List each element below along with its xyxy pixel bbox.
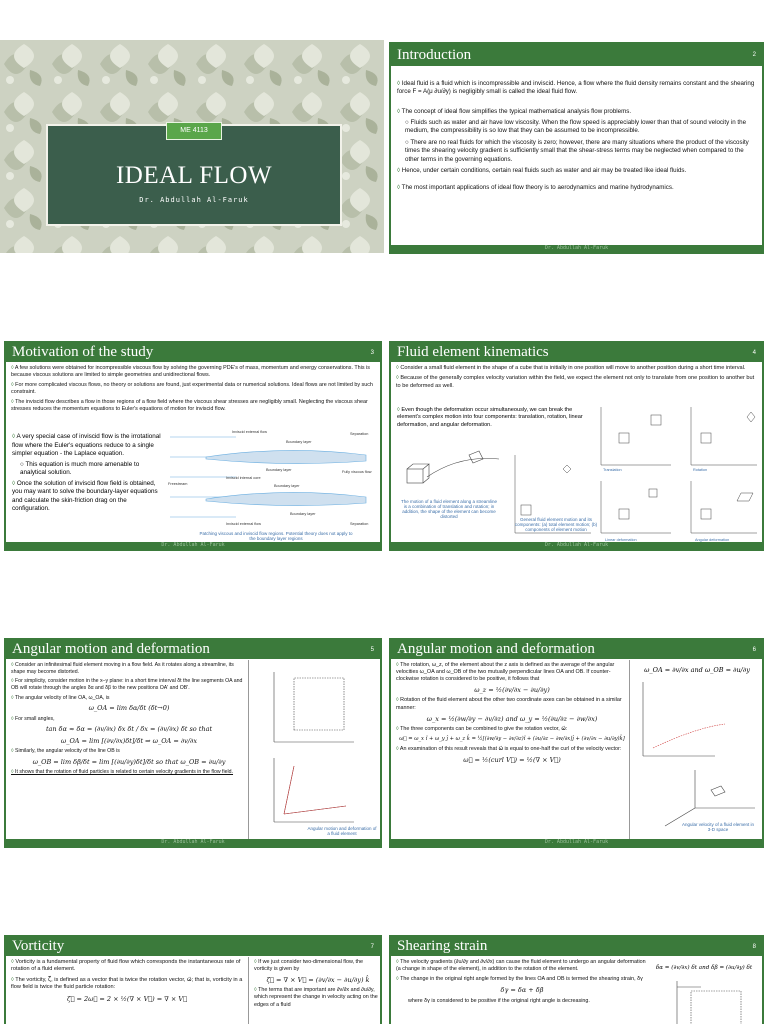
- fig-label: Boundary layer: [290, 512, 316, 516]
- slide-introduction: [389, 42, 764, 254]
- formula: ω_x = ½(∂w/∂y − ∂v/∂z) and ω_y = ½(∂u/∂z − ∂w/∂x): [426, 714, 598, 723]
- bullet-text: ◊ Because of the generally complex velocity variation within the field, we expect the element not only to translate from one position to another but to be deformed as well.: [396, 375, 757, 390]
- slide-number: 2: [752, 52, 756, 58]
- body-text: where δγ is considered to be positive if the original right angle is decreasing.: [408, 997, 590, 1004]
- slide-kinematics: [389, 341, 764, 551]
- slide-number: 4: [752, 349, 756, 356]
- formula: ζ⃗ = ∇ × V⃗ = (∂v/∂x − ∂u/∂y) k̂: [266, 976, 370, 985]
- fig-label: Inviscid external flow: [232, 430, 268, 434]
- bullet-text: ◊ The concept of ideal flow simplifies the typical mathematical analysis flow problems.: [397, 108, 756, 116]
- bullet-text: ◊ For more complicated viscous flows, no theory or solutions are found, just experimental data or numerical solutions. Ideal flows are not limited by such constraint.: [11, 382, 375, 396]
- fig-label: Fully viscous flow: [342, 470, 372, 474]
- angular-deformation-figure: [254, 662, 378, 830]
- figure-caption: Angular motion and deformation of a fluid element: [307, 826, 377, 836]
- slide-title: Motivation of the study: [12, 344, 154, 360]
- presentation-title: IDEAL FLOW: [115, 162, 273, 189]
- formula: ω⃗ = ω_x î + ω_y ĵ + ω_z k̂ = ½[(∂w/∂y − ∂v/∂z)î + (∂u/∂z − ∂w/∂x)ĵ + (∂v/∂x − ∂u/∂y)k̂]: [399, 735, 625, 742]
- bullet-text: ◊ Rotation of the fluid element about the other two coordinate axes can be obtained in a similar manner:: [396, 697, 628, 711]
- sub-bullet-text: ○ Fluids such as water and air have low viscosity. When the flow speed is appreciably lower than that of sound velocity in the medium, the compressibility is so low that they can be assumed to be incompressible.: [397, 119, 756, 136]
- column-divider: [248, 957, 249, 1024]
- slide-number: 6: [752, 646, 756, 653]
- slide-header: [391, 44, 762, 66]
- bullet-text: ◊ The inviscid flow describes a flow in those regions of a flow field where the viscous shear stresses are negligibly small. Neglecting the viscous shear stresses reduces the momentum equations to Euler's equations of motion for inviscid flow.: [11, 399, 375, 413]
- fig-label: Freestream: [168, 482, 188, 486]
- bullet-text: ◊ An examination of this result reveals that ω⃗ is equal to one-half the curl of the velocity vector:: [396, 746, 628, 753]
- fig-label: Separation: [350, 432, 369, 436]
- slide-title: Vorticity: [12, 938, 65, 954]
- fig-label: Separation: [350, 522, 369, 526]
- figure-caption: The motion of a fluid element along a streamline is a combination of translation and rotation; in addition, the shape of the element can become distorted: [400, 499, 498, 519]
- slide-number: 5: [370, 646, 374, 653]
- slide-title: Angular motion and deformation: [12, 641, 210, 657]
- slide-number: 8: [752, 943, 756, 950]
- slide-angular-motion-2: [389, 638, 764, 848]
- bullet-text: ◊ The vorticity, ζ⃗, is defined as a vector that is twice the rotation vector, ω⃗; that is, vorticity in a flow field is twice the fluid particle rotation:: [11, 977, 243, 992]
- formula: ω_OA = ∂v/∂x and ω_OB = ∂u/∂y: [644, 666, 750, 674]
- bullet-text: ◊ If we just consider two-dimensional flow, the vorticity is given by: [254, 959, 382, 973]
- slide-title: Shearing strain: [397, 938, 488, 954]
- bullet-text: ◊ Consider a small fluid element in the shape of a cube that is initially in one position will move to another position during a short time interval.: [396, 365, 757, 372]
- slide-footer: Dr. Abdullah Al-Faruk: [6, 542, 380, 549]
- bullet-text: ◊ Even though the deformation occur simultaneously, we can break the element's complex motion into four components: translation, rotation, linear deformation, and angular deformation.: [397, 407, 585, 429]
- bullet-text: ◊ The rotation, ω_z, of the element about the z axis is defined as the average of the angular velocities ω_OA and ω_OB of the two mutually perpendicular lines OA and OB. If counter-clockwise rotation is considered to be positive, it follows that: [396, 662, 628, 683]
- fig-label: Boundary layer: [286, 440, 312, 444]
- slide-number: 7: [370, 943, 374, 950]
- fig-label: Boundary layer: [274, 484, 300, 488]
- formula: ω_OB = lim δβ/δt = lim [(∂u/∂y)δt]/δt so that ω_OB = ∂u/∂y: [32, 757, 226, 766]
- bullet-text: ◊ Similarly, the angular velocity of the line OB is: [11, 748, 247, 755]
- formula: tan δα ≈ δα = (∂v/∂x) δx δt / δx = (∂v/∂x) δt so that: [45, 725, 213, 734]
- formula: ω⃗ = ½(curl V⃗) = ½(∇ × V⃗): [463, 755, 561, 764]
- slide-footer: Dr. Abdullah Al-Faruk: [391, 245, 762, 252]
- rotation-3d-figure: [635, 678, 761, 828]
- formula: δγ = δα + δβ: [500, 986, 544, 995]
- author-name: Dr. Abdullah Al-Faruk: [139, 196, 249, 204]
- slide-title: Introduction: [397, 46, 472, 63]
- cover-slide: [0, 40, 384, 253]
- fig-label: Boundary layer: [266, 468, 292, 472]
- bullet-text: ◊ Ideal fluid is a fluid which is incompressible and inviscid. Hence, a flow where the fluid density remains constant and the shearing force F = A(μ ∂u/∂y) is negligibly small is called the ideal fluid flow.: [397, 80, 756, 97]
- sub-bullet-text: ○ There are no real fluids for which the viscosity is zero; however, there are many situations where the product of the viscosity times the shearing velocity gradient is sufficiently small that the shear-stress terms may be neglected when compared to the other terms in the governing equations.: [397, 139, 756, 164]
- sub-bullet-text: ○ This equation is much more amenable to analytical solution.: [12, 461, 162, 478]
- column-divider: [629, 660, 630, 842]
- airfoil-flow-figure: [166, 427, 378, 539]
- shearing-figure: [671, 977, 761, 1024]
- bullet-text: ◊ For simplicity, consider motion in the x–y plane: in a short time interval δt the line segments OA and OB will rotate through the angles δα and δβ to the new positions OA' and OB'.: [11, 678, 247, 691]
- formula: ω_z = ½(∂v/∂x − ∂u/∂y): [474, 686, 550, 695]
- left-column: [12, 433, 162, 514]
- motion-label: Linear deformation: [605, 538, 637, 542]
- slide-title: Fluid element kinematics: [397, 344, 549, 360]
- bullet-text: ◊ For small angles,: [11, 716, 247, 723]
- slide-footer: Dr. Abdullah Al-Faruk: [6, 839, 380, 846]
- slide-vorticity: [4, 935, 382, 1024]
- column-divider: [248, 660, 249, 842]
- bullet-text: ◊ The angular velocity of line OA, ω_OA, is: [11, 695, 247, 702]
- slide-footer: Dr. Abdullah Al-Faruk: [391, 839, 762, 846]
- slide-title: Angular motion and deformation: [397, 641, 595, 657]
- course-code-badge: ME 4113: [166, 122, 222, 140]
- motion-label: Translation: [603, 468, 622, 472]
- figure-caption: Patching viscous and inviscid flow regions. Potential theory does not apply to the boundary layer regions: [199, 531, 353, 541]
- bullet-text: ◊ Consider an infinitesimal fluid element moving in a flow field. As it rotates along a streamline, its shape may become distorted.: [11, 662, 247, 675]
- bullet-text: ◊ Hence, under certain conditions, certain real fluids such as water and air may be treated like ideal fluids.: [397, 167, 756, 175]
- bullet-text: ◊ The most important applications of ideal flow theory is to aerodynamics and marine hydrodynamics.: [397, 184, 756, 192]
- fig-label: Inviscid external flow: [226, 522, 262, 526]
- bullet-text: ◊ The terms that are important are ∂v/∂x and ∂u/∂y, which represent the change in velocity acting on the edges of a fluid: [254, 987, 382, 1008]
- bullet-text: ◊ The three components can be combined to give the rotation vector, ω⃗:: [396, 726, 628, 733]
- bullet-text: ◊ The change in the original right angle formed by the lines OA and OB is termed the shearing strain, δγ: [396, 976, 648, 983]
- motion-label: Rotation: [693, 468, 708, 472]
- motion-label: Angular deformation: [695, 538, 730, 542]
- formula: δα = (∂v/∂x) δt and δβ = (∂u/∂y) δt: [655, 965, 753, 971]
- formula: ω_OA = lim [(∂v/∂x)δt]/δt ⇒ ω_OA = ∂v/∂x: [60, 736, 198, 745]
- bullet-text: ◊ The velocity gradients (∂u/∂y and ∂v/∂x) can cause the fluid element to undergo an angular deformation (a change in shape of the element), in addition to the rotation of the element.: [396, 959, 648, 973]
- slide-shearing-strain: [389, 935, 764, 1024]
- slide-footer: Dr. Abdullah Al-Faruk: [391, 542, 762, 549]
- formula: ζ⃗ = 2ω⃗ = 2 × ½(∇ × V⃗) = ∇ × V⃗: [66, 994, 187, 1003]
- bullet-text: ◊ A very special case of inviscid flow is the irrotational flow where the Euler's equations reduce to a single simpler equation - the Laplace equation.: [12, 433, 162, 459]
- bullet-text: ◊ A few solutions were obtained for incompressible viscous flow by solving the governing PDE's of mass, momentum and energy conservations. This is because viscous solutions are limited to simple geometries and unidirectional flows.: [11, 365, 375, 379]
- figure-caption: General fluid element motion and its components: (a) total element motion; (b) components of element motion: [514, 517, 598, 532]
- slide-motivation: [4, 341, 382, 551]
- bullet-text: ◊ Once the solution of inviscid flow field is obtained, you may want to solve the boundary-layer equations and calculate the skin-friction drag on the configuration.: [12, 480, 162, 514]
- slide-number: 3: [370, 349, 374, 356]
- bullet-text: ◊ It shows that the rotation of fluid particles is related to certain velocity gradients in the flow field.: [11, 769, 247, 776]
- figure-caption: Angular velocity of a fluid element in 3-D space: [681, 822, 755, 832]
- fluid-element-figure: [399, 445, 509, 497]
- formula: ω_OA = lim δα/δt (δt→0): [88, 704, 170, 713]
- slide-angular-motion-1: [4, 638, 382, 848]
- fig-label: Inviscid internal core: [226, 476, 261, 480]
- bullet-text: ◊ Vorticity is a fundamental property of fluid flow which corresponds the instantaneous rate of rotation of a fluid element.: [11, 959, 243, 974]
